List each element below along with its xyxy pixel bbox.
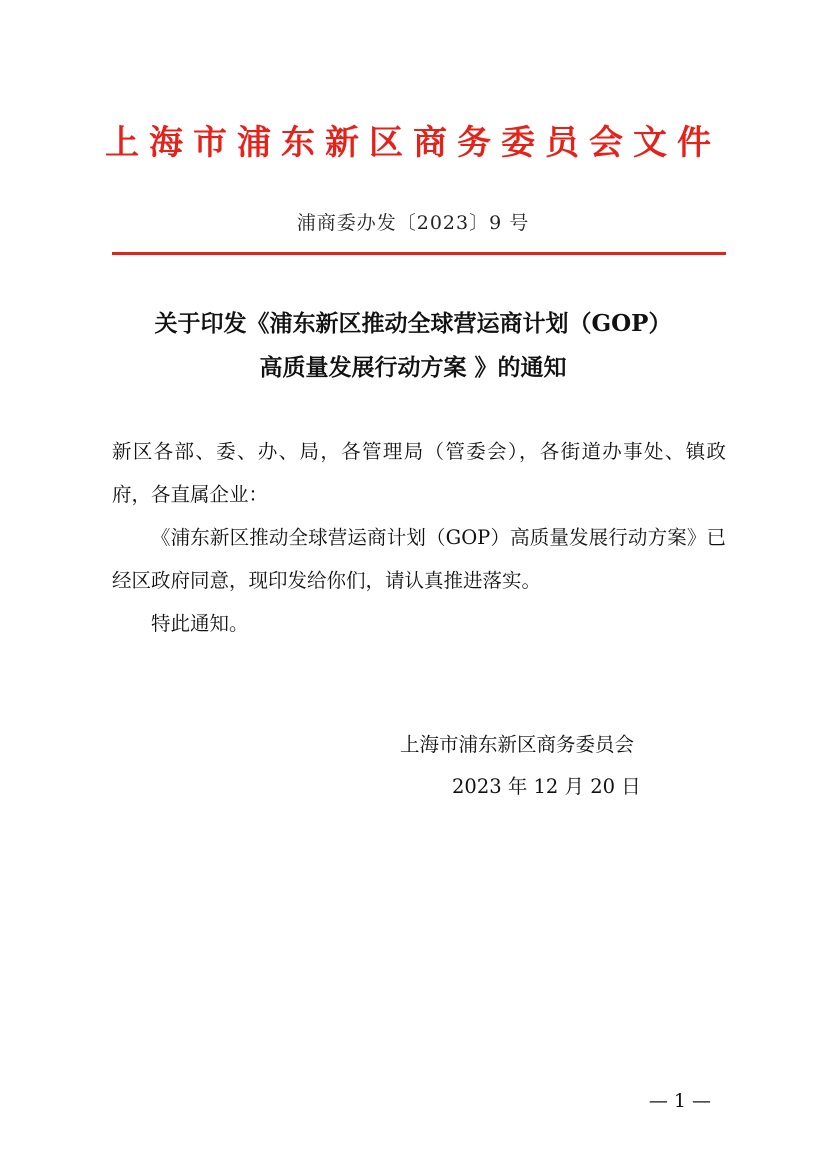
red-header-title: 上海市浦东新区商务委员会文件 — [105, 123, 721, 163]
red-divider-line — [112, 252, 726, 255]
page-number: — 1 — — [648, 1090, 711, 1112]
signature-block — [400, 724, 641, 808]
notice-title-line-1: 关于印发《浦东新区推动全球营运商计划（GOP） — [154, 310, 672, 337]
issue-date: 2023 年 12 月 20 日 — [452, 775, 641, 798]
notice-title — [0, 302, 826, 390]
document-number: 浦商委办发〔2023〕9 号 — [296, 212, 530, 234]
notice-title-line-2: 高质量发展行动方案 》的通知 — [259, 354, 567, 381]
notice-body — [112, 430, 726, 645]
recipients-line: 新区各部、委、办、局，各管理局（管委会），各街道办事处、镇政府，各直属企业： — [112, 440, 726, 506]
issuer-name: 上海市浦东新区商务委员会 — [400, 733, 635, 756]
body-paragraph-1: 《浦东新区推动全球营运商计划（GOP）高质量发展行动方案》已经区政府同意，现印发给你们，请认真推进落实。 — [112, 526, 726, 592]
body-paragraph-2: 特此通知。 — [151, 612, 249, 635]
